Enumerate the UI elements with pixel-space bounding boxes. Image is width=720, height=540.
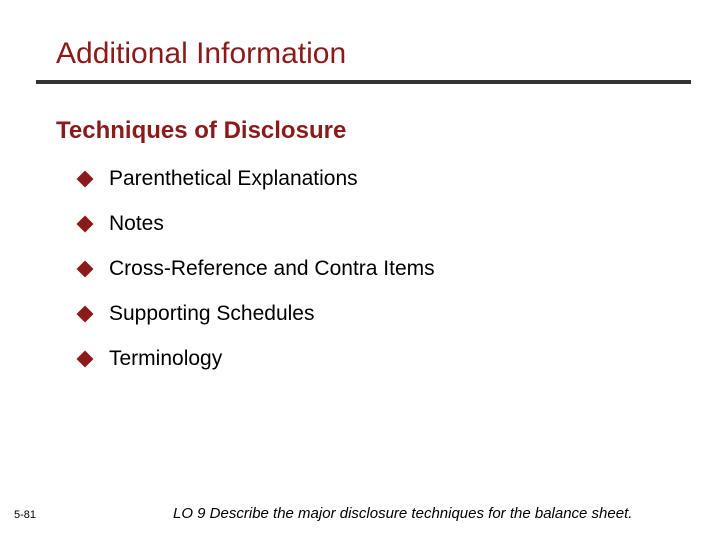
bullet-text: Cross-Reference and Contra Items bbox=[109, 257, 435, 280]
learning-objective-footer: LO 9 Describe the major disclosure techniques for the balance sheet. bbox=[173, 505, 633, 522]
list-item bbox=[73, 164, 435, 209]
bullet-text: Parenthetical Explanations bbox=[109, 167, 358, 190]
list-item bbox=[73, 299, 435, 344]
bullet-list bbox=[73, 164, 435, 389]
list-item bbox=[73, 209, 435, 254]
slide-title: Additional Information bbox=[56, 37, 347, 70]
section-heading: Techniques of Disclosure bbox=[56, 117, 347, 144]
bullet-text: Supporting Schedules bbox=[109, 302, 315, 325]
diamond-bullet-icon bbox=[77, 306, 94, 323]
bullet-text: Notes bbox=[109, 212, 164, 235]
title-divider bbox=[36, 80, 691, 84]
diamond-bullet-icon bbox=[77, 216, 94, 233]
bullet-text: Terminology bbox=[109, 347, 223, 370]
diamond-bullet-icon bbox=[77, 261, 94, 278]
slide-number: 5-81 bbox=[14, 509, 37, 521]
list-item bbox=[73, 254, 435, 299]
diamond-bullet-icon bbox=[77, 171, 94, 188]
diamond-bullet-icon bbox=[77, 351, 94, 368]
list-item bbox=[73, 344, 435, 389]
